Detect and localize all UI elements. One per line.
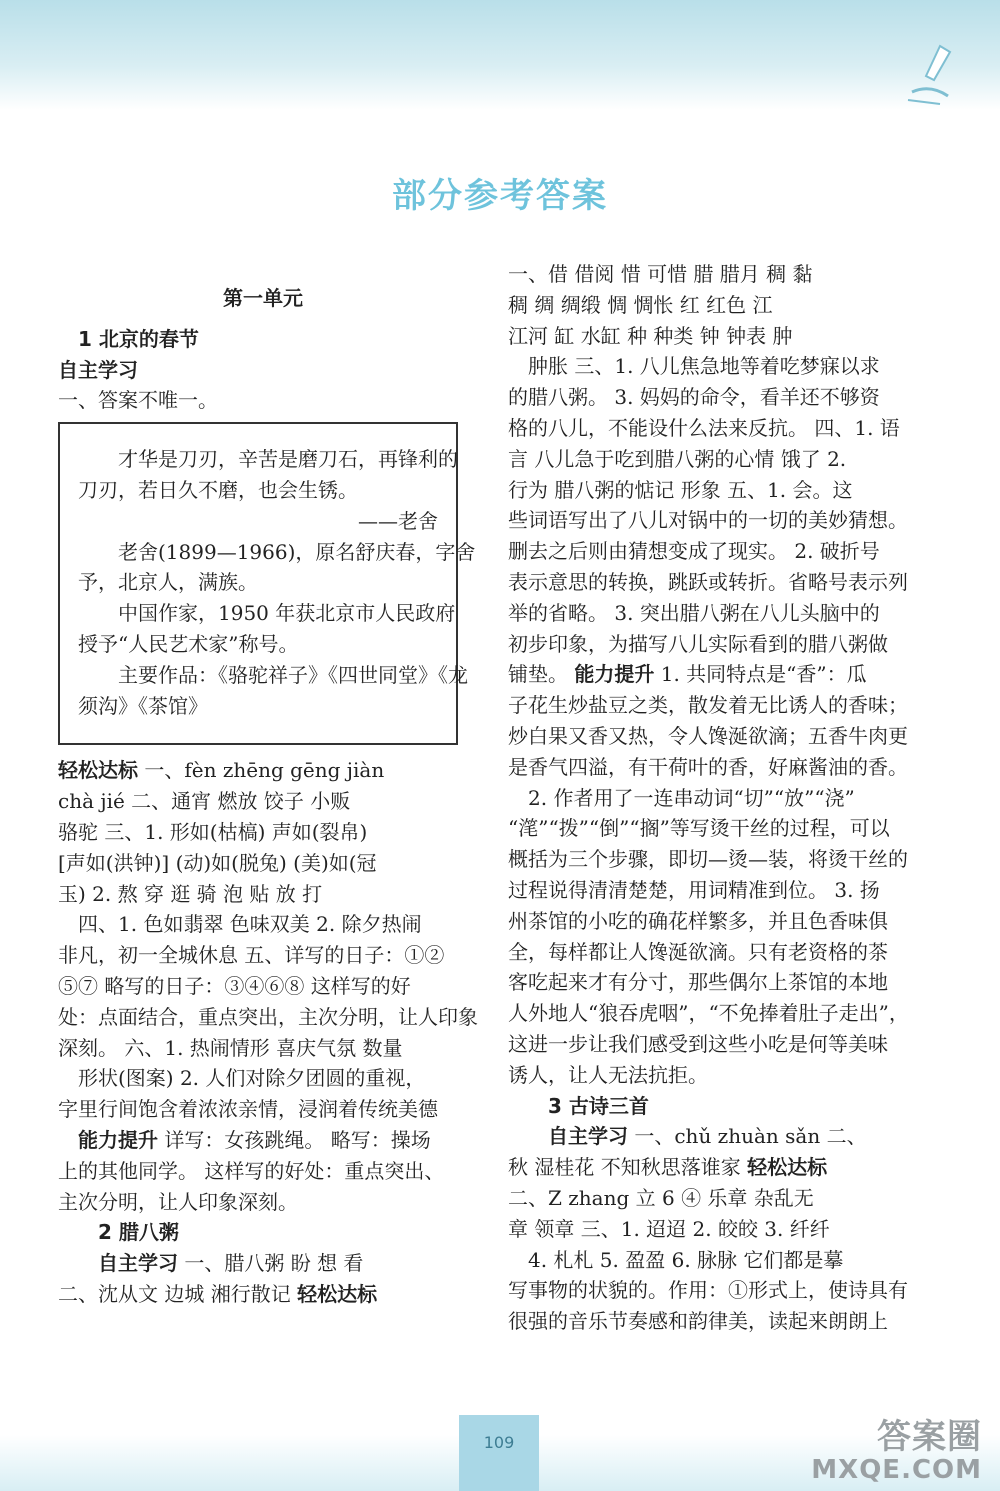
answer-line: 客吃起来才有分寸，那些偶尔上茶馆的本地 bbox=[508, 970, 888, 995]
answer-line: 删去之后则由猜想变成了现实。 2. 破折号 bbox=[508, 539, 880, 564]
answer-text: 一、腊八粥 盼 想 看 bbox=[178, 1251, 364, 1276]
answer-line: 写事物的状貌的。作用：①形式上，使诗具有 bbox=[508, 1278, 908, 1303]
watermark bbox=[811, 1418, 982, 1484]
answer-text: 一、fèn zhēng gēng jiàn bbox=[138, 758, 385, 783]
quote-line: 刀刃，若日久不磨，也会生锈。 bbox=[78, 477, 358, 502]
answer-line: 言 八儿急于吃到腊八粥的心情 饿了 2. bbox=[508, 446, 847, 471]
answer-line: 人外地人“狼吞虎咽”，“不免捧着肚子走出”， bbox=[508, 1001, 909, 1026]
answer-line bbox=[58, 755, 468, 786]
answer-line: 字里行间饱含着浓浓亲情，浸润着传统美德 bbox=[58, 1097, 438, 1122]
answer-line bbox=[508, 1121, 918, 1152]
answer-line: 炒白果又香又热，令人馋涎欲滴；五香牛肉更 bbox=[508, 723, 908, 748]
answer-line: 是香气四溢，有干荷叶的香，好麻酱油的香。 bbox=[508, 754, 908, 779]
answer-line: ⑤⑦ 略写的日子：③④⑥⑧ 这样写的好 bbox=[58, 973, 411, 998]
header-band bbox=[0, 0, 1000, 110]
works-line: 主要作品：《骆驼祥子》《四世同堂》《龙 bbox=[118, 662, 468, 687]
answer-line: 4. 札札 5. 盈盈 6. 脉脉 它们都是摹 bbox=[528, 1247, 844, 1272]
works-line: 须沟》《茶馆》 bbox=[78, 693, 208, 718]
pen-logo-icon bbox=[900, 40, 960, 110]
answer-line: 骆驼 三、1. 形如(枯槁) 声如(裂帛) bbox=[58, 819, 368, 844]
answer-line: 行为 腊八粥的惦记 形象 五、1. 会。这 bbox=[508, 477, 853, 502]
answer-line: 深刻。 六、1. 热闹情形 喜庆气氛 数量 bbox=[58, 1035, 403, 1060]
lesson-title: 3 古诗三首 bbox=[548, 1093, 649, 1118]
answer-line: 一、答案不唯一。 bbox=[58, 388, 218, 413]
section-tag: 能力提升 bbox=[574, 662, 655, 687]
section-tag: 轻松达标 bbox=[297, 1281, 378, 1306]
answer-line: 的腊八粥。 3. 妈妈的命令，看羊还不够资 bbox=[508, 385, 880, 410]
answer-line: 举的省略。 3. 突出腊八粥在八儿头脑中的 bbox=[508, 600, 880, 625]
answer-line: 概括为三个步骤，即切—烫—装，将烫干丝的 bbox=[508, 847, 908, 872]
left-column bbox=[58, 283, 478, 1310]
answer-line: 表示意思的转换，跳跃或转折。省略号表示列 bbox=[508, 569, 908, 594]
answer-text: 一、chǔ zhuàn sǎn 二、 bbox=[628, 1124, 867, 1149]
answer-text: 秋 湿桂花 不知秋思落谁家 bbox=[508, 1155, 748, 1180]
answer-line: 2. 作者用了一连串动词“切”“放”“浇” bbox=[528, 785, 855, 810]
answer-line: chà jié 二、通宵 燃放 饺子 小贩 bbox=[58, 789, 351, 814]
quote-line: 才华是刀刃，辛苦是磨刀石，再锋利的 bbox=[118, 447, 458, 472]
answer-line: 很强的音乐节奏感和韵律美，读起来朗朗上 bbox=[508, 1309, 888, 1334]
answer-line: 诱人，让人无法抗拒。 bbox=[508, 1062, 708, 1087]
answer-line bbox=[58, 1248, 468, 1279]
bio-line: 予，北京人，满族。 bbox=[78, 570, 258, 595]
answer-line: 稠 绸 绸缎 惆 惆怅 红 红色 江 bbox=[508, 292, 773, 317]
answer-line: 这进一步让我们感受到这些小吃是何等美味 bbox=[508, 1031, 888, 1056]
answer-line: 形状(图案) 2. 人们对除夕团圆的重视， bbox=[78, 1066, 426, 1091]
unit-heading: 第一单元 bbox=[223, 286, 303, 310]
answer-line: 主次分明，让人印象深刻。 bbox=[58, 1189, 298, 1214]
answer-text: 1. 共同特点是“香”：瓜 bbox=[654, 662, 867, 687]
quote-attribution: ——老舍 bbox=[358, 508, 438, 533]
page-number: 109 bbox=[459, 1415, 539, 1491]
right-column bbox=[508, 259, 918, 1337]
answer-line: 上的其他同学。 这样写的好处：重点突出、 bbox=[58, 1158, 445, 1183]
answer-line: 四、1. 色如翡翠 色味双美 2. 除夕热闹 bbox=[78, 912, 422, 937]
answer-line: 非凡，初一全城休息 五、详写的日子：①② bbox=[58, 943, 445, 968]
answer-line: 子花生炒盐豆之类，散发着无比诱人的香味； bbox=[508, 693, 908, 718]
answer-line bbox=[508, 1152, 918, 1183]
quote-box bbox=[58, 422, 476, 745]
section-tag: 能力提升 bbox=[78, 1127, 158, 1152]
answer-line bbox=[58, 1125, 468, 1156]
answer-text: 铺垫。 bbox=[508, 662, 575, 687]
watermark-url: MXQE.COM bbox=[811, 1455, 982, 1485]
answer-line: 章 领章 三、1. 迢迢 2. 皎皎 3. 纤纤 bbox=[508, 1216, 830, 1241]
answer-line: 过程说得清清楚楚，用词精准到位。 3. 扬 bbox=[508, 877, 880, 902]
answer-line: [声如(洪钟)] (动)如(脱兔) (美)如(冠 bbox=[58, 850, 377, 875]
answer-line: 全，每样都让人馋涎欲滴。只有老资格的茶 bbox=[508, 939, 888, 964]
answer-line: 一、借 借阅 惜 可惜 腊 腊月 稠 黏 bbox=[508, 262, 813, 286]
answer-line bbox=[58, 1279, 468, 1310]
watermark-title: 答案圈 bbox=[877, 1417, 982, 1457]
answer-text: 二、沈从文 边城 湘行散记 bbox=[58, 1281, 298, 1306]
lesson-title: 1 北京的春节 bbox=[78, 326, 199, 351]
bio-line: 中国作家，1950 年获北京市人民政府 bbox=[118, 601, 456, 626]
page-title: 部分参考答案 bbox=[392, 176, 608, 216]
section-label: 自主学习 bbox=[58, 357, 138, 382]
answer-line: 二、Z zhang 立 6 ④ 乐章 杂乱无 bbox=[508, 1185, 814, 1210]
section-tag: 轻松达标 bbox=[747, 1155, 828, 1180]
answer-line: 初步印象，为描写八儿实际看到的腊八粥做 bbox=[508, 631, 888, 656]
section-tag: 轻松达标 bbox=[58, 758, 138, 783]
answer-line: “滗”“拨”“倒”“搁”等写烫干丝的过程，可以 bbox=[508, 816, 890, 841]
answer-text: 详写：女孩跳绳。 略写：操场 bbox=[158, 1127, 431, 1152]
answer-line: 肿胀 三、1. 八儿焦急地等着吃梦寐以求 bbox=[528, 354, 880, 379]
section-tag: 自主学习 bbox=[98, 1251, 178, 1276]
answer-line: 些词语写出了八儿对锅中的一切的美妙猜想。 bbox=[508, 508, 908, 533]
answer-line: 江河 缸 水缸 种 种类 钟 钟表 肿 bbox=[508, 323, 793, 348]
answer-line: 处：点面结合，重点突出，主次分明，让人印象 bbox=[58, 1004, 478, 1029]
answer-line bbox=[508, 659, 918, 690]
answer-line: 格的八儿，不能设什么法来反抗。 四、1. 语 bbox=[508, 415, 900, 440]
bio-line: 授予“人民艺术家”称号。 bbox=[78, 631, 299, 656]
bio-line: 老舍(1899—1966)，原名舒庆春，字舍 bbox=[118, 539, 476, 564]
section-tag: 自主学习 bbox=[548, 1124, 628, 1149]
lesson-title: 2 腊八粥 bbox=[98, 1220, 179, 1245]
answer-line: 州茶馆的小吃的确花样繁多，并且色香味俱 bbox=[508, 908, 888, 933]
answer-line: 玉) 2. 熬 穿 逛 骑 泡 贴 放 打 bbox=[58, 881, 323, 906]
